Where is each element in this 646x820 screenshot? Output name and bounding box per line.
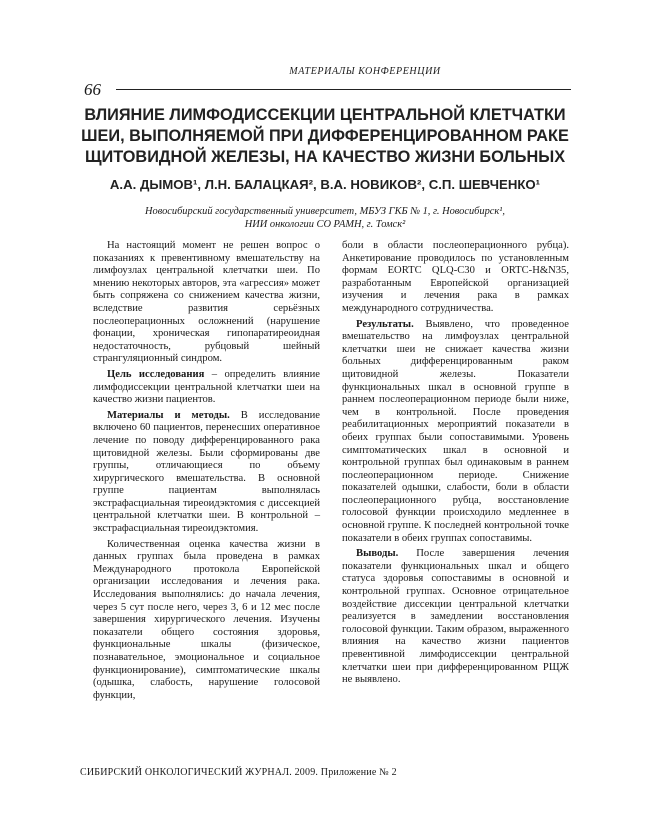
aim-text: – определить влияние лимфодиссекции центральной клетчатки шеи на качество жизни пациентов. xyxy=(93,368,320,406)
assessment-paragraph: Количественная оценка качества жизни в данных группах была проведена в рамках Международного протокола Европейской организации исследования и лечения рака. Исследования выполнялись: до начала лечения, через 5 сут после него, через 3, 6 и 12 мес после завершения хирургического лечения. Изучены показатели общего состояния здоровья, функциональные шкалы (физическое, познавательное, эмоциональное и социальное функционирование), симптоматические шкалы (одышка, слабость, нарушение голосовой функции, xyxy=(93,538,320,701)
article-title: ВЛИЯНИЕ ЛИМФОДИССЕКЦИИ ЦЕНТРАЛЬНОЙ КЛЕТЧАТКИ ШЕИ, ВЫПОЛНЯЕМОЙ ПРИ ДИФФЕРЕНЦИРОВАННОМ РАКЕ ЩИТОВИДНОЙ ЖЕЛЕЗЫ, НА КАЧЕСТВО ЖИЗНИ БОЛЬНЫХ xyxy=(81,106,569,166)
methods-text: В исследование включено 60 пациентов, перенесших оперативное лечение по поводу дифференцированного рака щитовидной железы. Были сформированы две группы, отличающиеся по объему хирургического вмешательства. В основной группе пациентам выполнялась экстрафасциальная тиреоидэктомия с диссекцией центральной клетчатки шеи. В контрольной – экстрафасциальная тиреоидэктомия. xyxy=(93,409,321,535)
aim-paragraph xyxy=(93,369,320,407)
left-column xyxy=(93,240,320,705)
running-title: МАТЕРИАЛЫ КОНФЕРЕНЦИИ xyxy=(289,66,441,77)
methods-paragraph xyxy=(93,410,320,536)
aim-heading: Цель исследования xyxy=(107,368,205,380)
conclusions-heading: Выводы. xyxy=(356,548,399,560)
page-number: 66 xyxy=(84,80,101,99)
intro-paragraph: На настоящий момент не решен вопрос о показаниях к превентивному вмешательству на лимфоузлах центральной клетчатки шеи. По мнению некоторых авторов, эта «агрессия» может быть сопряжена со снижением качества жизни, вследствие развития серьёзных послеоперационных осложнений (нарушение фонации, хроническая гипопаратиреоидная недостаточность, рубцовый шейный странгуляционный синдром. xyxy=(93,240,320,365)
affiliation-line-2: НИИ онкологии СО РАМН, г. Томск² xyxy=(244,219,406,230)
journal-footer: СИБИРСКИЙ ОНКОЛОГИЧЕСКИЙ ЖУРНАЛ. 2009. Приложение № 2 xyxy=(80,767,397,778)
methods-heading: Материалы и методы. xyxy=(107,409,230,421)
affiliation-line-1: Новосибирский государственный университет, МБУЗ ГКБ № 1, г. Новосибирск¹, xyxy=(145,206,505,217)
results-heading: Результаты. xyxy=(356,318,414,330)
article-authors: А.А. ДЫМОВ¹, Л.Н. БАЛАЦКАЯ², В.А. НОВИКОВ², С.П. ШЕВЧЕНКО¹ xyxy=(109,177,541,192)
results-paragraph xyxy=(342,319,569,546)
article-affiliation xyxy=(80,205,570,231)
conclusions-paragraph xyxy=(342,548,569,687)
header-rule xyxy=(116,89,571,90)
results-text: Выявлено, что проведенное вмешательство на лимфоузлах центральной клетчатки шеи не снижает качества жизни больных дифференцированным раком щитовидной железы. Показатели функциональных шкал в основной группе в раннем послеоперационном периоде были ниже, чем в контрольной. После проведения реабилитационных мероприятий показатели в обеих группах были сопоставимыми. Уровень симптоматических шкал в основной и контрольной группах был одинаковым в раннем послеоперационном периоде. Снижение показателей одышки, слабости, боли в области послеоперационного рубца, восстановление голосовой функции происходило медленнее в основной группе. К последней контрольной точке показатели в обеих группах сопоставимы. xyxy=(342,318,569,544)
continuation-paragraph: боли в области послеоперационного рубца). Анкетирование проводилось по установленным формам EORTC QLQ-C30 и ORTC-H&N35, разработанным Европейской организацией изучения и лечения рака в рамках международного сотрудничества. xyxy=(342,240,569,314)
conclusions-text: После завершения лечения показатели функциональных шкал и общего статуса здоровья сопоставимы в основной и контрольной группах. Основное отрицательное воздействие диссекции центральной клетчатки реализуется в замедлении восстановления голосовой функции. Таким образом, выраженного влияния на качество жизни пациентов превентивной лимфодиссекции центральной клетчатки шеи при дифференцированном РЩЖ не выявлено. xyxy=(342,548,569,686)
right-column xyxy=(342,240,569,690)
